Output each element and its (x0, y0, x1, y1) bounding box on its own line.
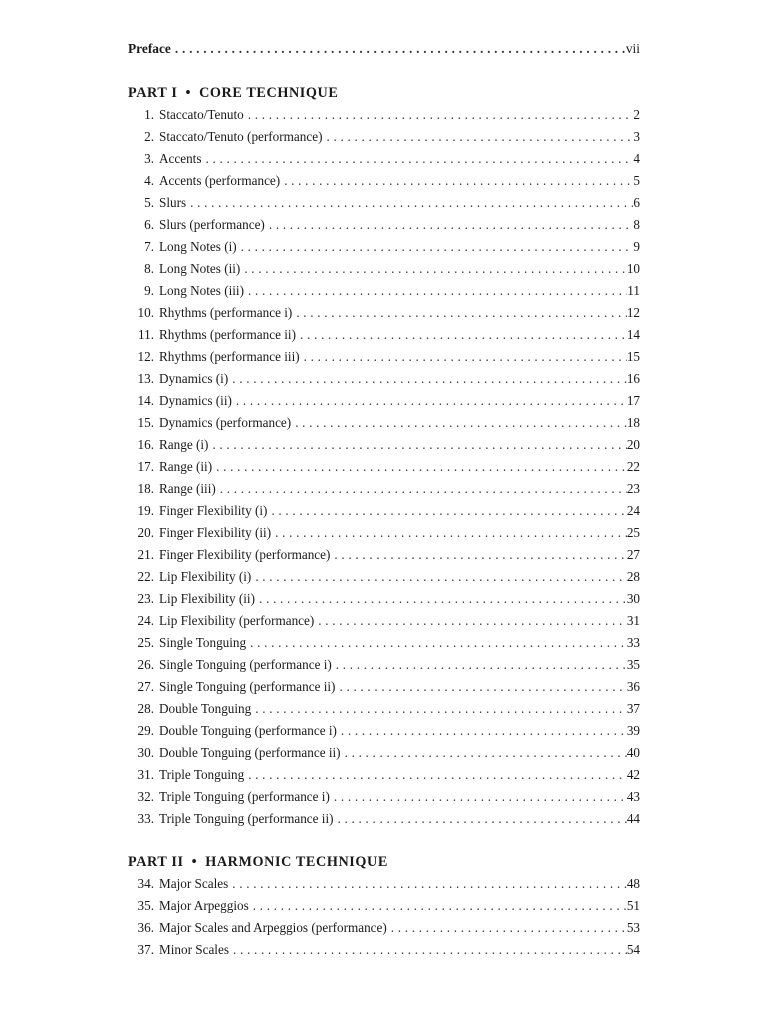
entry-page-number: 2 (633, 107, 640, 122)
entry-page-number: 6 (633, 195, 640, 210)
entry-title: Finger Flexibility (ii) (159, 525, 272, 540)
entry-title: Accents (performance) (159, 173, 281, 188)
entry-page-number: 51 (626, 898, 640, 913)
entry-page-number: 4 (633, 151, 640, 166)
entry-title: Double Tonguing (performance ii) (159, 745, 341, 760)
entry-number: 4. (144, 173, 154, 188)
part-entries (128, 104, 640, 830)
entry-number: 28. (137, 701, 154, 716)
dot-leader (300, 346, 627, 368)
dot-leader (296, 324, 627, 346)
toc-entry[interactable] (128, 720, 640, 742)
dot-leader (244, 280, 627, 302)
toc-entry[interactable] (128, 676, 640, 698)
entry-page-number: 11 (627, 283, 640, 298)
entry-page-number: 16 (626, 371, 640, 386)
entry-page-number: 10 (626, 261, 640, 276)
entry-page-number: 36 (626, 679, 640, 694)
entry-page-number: 8 (633, 217, 640, 232)
entry-title: Preface (128, 41, 171, 56)
entry-title: Rhythms (performance i) (159, 305, 293, 320)
toc-entry[interactable] (128, 632, 640, 654)
entry-title: Minor Scales (159, 942, 229, 957)
dot-leader (240, 258, 627, 280)
entry-number: 3. (144, 151, 154, 166)
dot-leader (334, 808, 627, 830)
entry-page-number: 24 (626, 503, 640, 518)
entry-number: 21. (137, 547, 154, 562)
toc-entry[interactable] (128, 610, 640, 632)
entry-number: 20. (137, 525, 154, 540)
entry-number: 24. (137, 613, 154, 628)
toc-entry[interactable] (128, 368, 640, 390)
toc-entry[interactable] (128, 654, 640, 676)
dot-leader (216, 478, 627, 500)
entry-title: Major Arpeggios (159, 898, 249, 913)
entry-page-number: 20 (626, 437, 640, 452)
toc-entry[interactable] (128, 346, 640, 368)
toc-entry[interactable] (128, 170, 640, 192)
part-title: CORE TECHNIQUE (199, 85, 339, 101)
dot-leader (335, 676, 626, 698)
dot-leader (201, 148, 633, 170)
entry-title: Dynamics (ii) (159, 393, 232, 408)
toc-entry[interactable] (128, 764, 640, 786)
dot-leader (249, 895, 627, 917)
entry-number: 25. (137, 635, 154, 650)
dot-leader (265, 214, 634, 236)
entry-title: Long Notes (iii) (159, 283, 244, 298)
entry-number: 6. (144, 217, 154, 232)
entry-page-number: 9 (633, 239, 640, 254)
entry-page-number: 30 (626, 591, 640, 606)
entry-page-number: vii (625, 41, 640, 56)
toc-entry[interactable] (128, 895, 640, 917)
toc-entry[interactable] (128, 500, 640, 522)
toc-entry-preface[interactable] (128, 38, 640, 60)
entry-number: 1. (144, 107, 154, 122)
toc-entry[interactable] (128, 566, 640, 588)
entry-number: 10. (137, 305, 154, 320)
part-entries (128, 873, 640, 961)
dot-leader (244, 764, 627, 786)
toc-entry[interactable] (128, 148, 640, 170)
toc-entry[interactable] (128, 390, 640, 412)
entry-title: Staccato/Tenuto (performance) (159, 129, 323, 144)
entry-title: Lip Flexibility (ii) (159, 591, 255, 606)
entry-number: 16. (137, 437, 154, 452)
dot-leader (387, 917, 627, 939)
entry-page-number: 12 (626, 305, 640, 320)
entry-page-number: 15 (626, 349, 640, 364)
dot-leader (232, 390, 627, 412)
entry-title: Finger Flexibility (i) (159, 503, 268, 518)
entry-page-number: 31 (626, 613, 640, 628)
entry-number: 7. (144, 239, 154, 254)
entry-number: 36. (137, 920, 154, 935)
entry-title: Double Tonguing (159, 701, 252, 716)
dot-leader (237, 236, 634, 258)
toc-part-2 (128, 851, 640, 961)
toc-entry[interactable] (128, 258, 640, 280)
entry-title: Slurs (159, 195, 187, 210)
entry-page-number: 43 (626, 789, 640, 804)
dot-leader (246, 632, 627, 654)
entry-title: Slurs (performance) (159, 217, 265, 232)
dot-leader (244, 104, 634, 126)
entry-page-number: 17 (626, 393, 640, 408)
entry-number: 8. (144, 261, 154, 276)
dot-leader (229, 939, 627, 961)
bullet-separator: • (185, 85, 192, 101)
entry-number: 22. (137, 569, 154, 584)
entry-page-number: 53 (626, 920, 640, 935)
toc-entry[interactable] (128, 456, 640, 478)
entry-page-number: 28 (626, 569, 640, 584)
entry-title: Major Scales and Arpeggios (performance) (159, 920, 387, 935)
part-title: HARMONIC TECHNIQUE (205, 854, 388, 870)
entry-number: 12. (137, 349, 154, 364)
entry-title: Double Tonguing (performance i) (159, 723, 337, 738)
entry-title: Long Notes (ii) (159, 261, 241, 276)
toc-entry[interactable] (128, 104, 640, 126)
spacer (128, 60, 640, 82)
entry-number: 32. (137, 789, 154, 804)
dot-leader (332, 654, 627, 676)
table-of-contents (128, 38, 640, 961)
entry-title: Range (iii) (159, 481, 216, 496)
entry-number: 34. (137, 876, 154, 891)
dot-leader (337, 720, 627, 742)
entry-title: Range (ii) (159, 459, 213, 474)
entry-page-number: 23 (626, 481, 640, 496)
entry-page-number: 22 (626, 459, 640, 474)
entry-page-number: 37 (626, 701, 640, 716)
entry-title: Dynamics (performance) (159, 415, 292, 430)
part-heading (128, 82, 640, 104)
entry-title: Triple Tonguing (performance i) (159, 789, 330, 804)
toc-entry[interactable] (128, 939, 640, 961)
entry-title: Rhythms (performance iii) (159, 349, 300, 364)
entry-page-number: 35 (626, 657, 640, 672)
dot-leader (212, 456, 627, 478)
toc-entry[interactable] (128, 434, 640, 456)
toc-entry[interactable] (128, 742, 640, 764)
entry-number: 18. (137, 481, 154, 496)
entry-page-number: 33 (626, 635, 640, 650)
entry-page-number: 14 (626, 327, 640, 342)
spacer (128, 830, 640, 851)
toc-entry[interactable] (128, 214, 640, 236)
entry-number: 26. (137, 657, 154, 672)
dot-leader (341, 742, 627, 764)
entry-page-number: 3 (633, 129, 640, 144)
entry-title: Lip Flexibility (i) (159, 569, 252, 584)
dot-leader (322, 126, 633, 148)
toc-entry[interactable] (128, 698, 640, 720)
entry-page-number: 27 (626, 547, 640, 562)
toc-entry[interactable] (128, 808, 640, 830)
dot-leader (251, 566, 627, 588)
entry-number: 37. (137, 942, 154, 957)
dot-leader (291, 412, 627, 434)
toc-entry[interactable] (128, 786, 640, 808)
entry-page-number: 5 (633, 173, 640, 188)
entry-page-number: 40 (626, 745, 640, 760)
entry-number: 2. (144, 129, 154, 144)
entry-number: 30. (137, 745, 154, 760)
entry-title: Major Scales (159, 876, 229, 891)
entry-page-number: 25 (626, 525, 640, 540)
entry-title: Single Tonguing (performance i) (159, 657, 332, 672)
entry-number: 14. (137, 393, 154, 408)
toc-entry[interactable] (128, 280, 640, 302)
part-heading (128, 851, 640, 873)
entry-number: 27. (137, 679, 154, 694)
part-number: PART I (128, 85, 178, 101)
dot-leader (330, 544, 626, 566)
dot-leader (330, 786, 627, 808)
entry-page-number: 48 (626, 876, 640, 891)
toc-entry[interactable] (128, 302, 640, 324)
dot-leader (255, 588, 627, 610)
dot-leader (186, 192, 633, 214)
dot-leader (280, 170, 633, 192)
entry-title: Range (i) (159, 437, 209, 452)
part-number: PART II (128, 854, 184, 870)
dot-leader (228, 873, 627, 895)
entry-number: 15. (137, 415, 154, 430)
dot-leader (271, 522, 627, 544)
entry-number: 5. (144, 195, 154, 210)
entry-page-number: 18 (626, 415, 640, 430)
entry-title: Accents (159, 151, 202, 166)
entry-title: Triple Tonguing (159, 767, 245, 782)
entry-title: Staccato/Tenuto (159, 107, 244, 122)
toc-entry[interactable] (128, 324, 640, 346)
dot-leader (228, 368, 627, 390)
entry-number: 35. (137, 898, 154, 913)
entry-number: 31. (137, 767, 154, 782)
dot-leader (314, 610, 627, 632)
entry-number: 19. (137, 503, 154, 518)
entry-number: 9. (144, 283, 154, 298)
toc-entry[interactable] (128, 478, 640, 500)
entry-title: Single Tonguing (159, 635, 247, 650)
entry-title: Dynamics (i) (159, 371, 229, 386)
dot-leader (267, 500, 626, 522)
entry-title: Single Tonguing (performance ii) (159, 679, 336, 694)
entry-number: 23. (137, 591, 154, 606)
entry-title: Rhythms (performance ii) (159, 327, 296, 342)
entry-title: Lip Flexibility (performance) (159, 613, 315, 628)
entry-title: Long Notes (i) (159, 239, 237, 254)
toc-entry[interactable] (128, 192, 640, 214)
toc-part-1 (128, 82, 640, 830)
dot-leader (251, 698, 627, 720)
toc-entry[interactable] (128, 126, 640, 148)
toc-entry[interactable] (128, 412, 640, 434)
entry-title: Finger Flexibility (performance) (159, 547, 331, 562)
entry-page-number: 44 (626, 811, 640, 826)
dot-leader (208, 434, 626, 456)
entry-page-number: 54 (626, 942, 640, 957)
toc-entry[interactable] (128, 236, 640, 258)
dot-leader (292, 302, 627, 324)
entry-number: 33. (137, 811, 154, 826)
toc-entry[interactable] (128, 544, 640, 566)
entry-number: 29. (137, 723, 154, 738)
entry-title: Triple Tonguing (performance ii) (159, 811, 334, 826)
entry-page-number: 39 (626, 723, 640, 738)
toc-entry[interactable] (128, 522, 640, 544)
entry-number: 17. (137, 459, 154, 474)
toc-entry[interactable] (128, 588, 640, 610)
entry-number: 11. (138, 327, 154, 342)
entry-number: 13. (137, 371, 154, 386)
bullet-separator: • (191, 854, 198, 870)
toc-entry[interactable] (128, 873, 640, 895)
entry-page-number: 42 (626, 767, 640, 782)
dot-leader (171, 38, 626, 60)
toc-entry[interactable] (128, 917, 640, 939)
